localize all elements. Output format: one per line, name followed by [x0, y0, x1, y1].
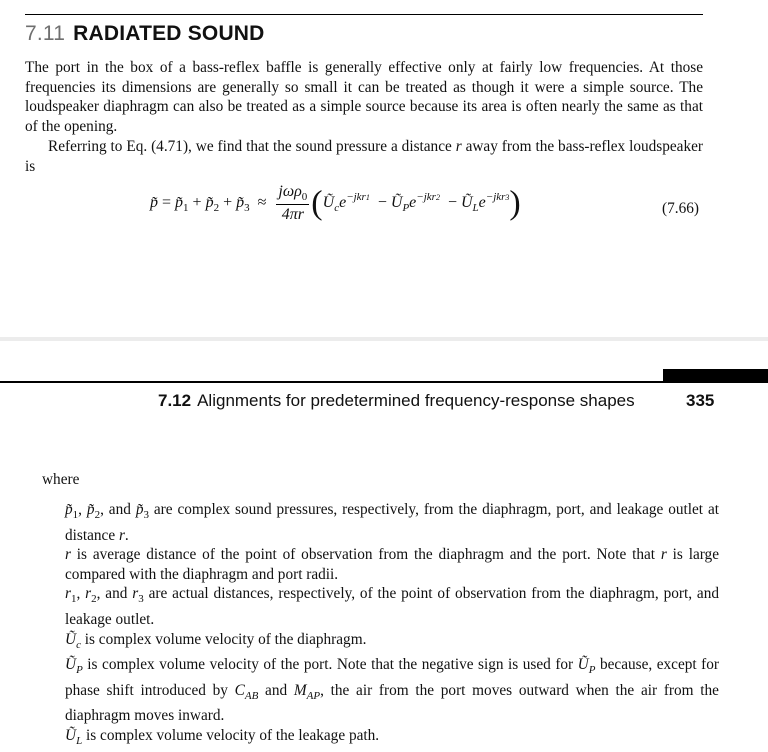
- definitions-list: [65, 500, 719, 752]
- section-heading: [25, 22, 265, 46]
- section-number: 7.11: [25, 22, 66, 45]
- definition-item: r is average distance of the point of observation from the diaphragm and the port. Note that r is large compared with the diaphragm and port radii.: [65, 546, 719, 583]
- paragraph-1: The port in the box of a bass-reflex baffle is generally effective only at fairly low frequencies. At those frequencies its dimensions are generally so small it can be treated as though it were a simple source. The loudspeaker diaphragm can also be treated as a simple source because its area is often nearly the same as that of the opening.: [25, 59, 703, 135]
- definition-item: $p̃_1$, $p̃_2$, and $p̃_3$ are complex sound pressures, respectively, from the diaphragm, port, and leakage outlet at distance r.: [65, 501, 720, 544]
- definition-item: $Ũ_c$ is complex volume velocity of the diaphragm.: [65, 630, 367, 651]
- equation-7-66: p̃ = $p̃_1$ + $p̃_2$ + $p̃_3$ ≈ $\frac{j\omega\rho_0}{4\pi r}$ ($Ũ_ce^{-jkr1}$ − $Ũ_Pe^{-jkr2}$ − $Ũ_Le^{-jkr3}$): [150, 183, 521, 223]
- equation-fraction: $\frac{j\omega\rho_0}{4\pi r}$: [278, 183, 308, 223]
- equation-number: (7.66): [662, 200, 699, 217]
- definition-item: $Ũ_P$ is complex volume velocity of the port. Note that the negative sign is used for $Ũ_P$ because, except for phase shift introduced by $C_{AB}$ and $M_{AP}$, the air from the port moves outward when the air from the diaphragm moves inward.: [65, 656, 719, 725]
- definition-item: $Ũ_L$ is complex volume velocity of the leakage path.: [65, 726, 380, 747]
- running-header: 7.12 Alignments for predetermined frequency-response shapes: [158, 391, 635, 410]
- definition-item: $r_1$, $r_2$, and $r_3$ are actual distances, respectively, of the point of observation from the diaphragm, port, and leakage outlet.: [65, 585, 719, 628]
- section-title: RADIATED SOUND: [73, 22, 265, 45]
- where-label: where: [42, 471, 80, 488]
- page-break: [0, 337, 768, 341]
- paragraph-2: Referring to Eq. (4.71), we find that the sound pressure a distance r away from the bass-reflex loudspeaker is: [25, 138, 703, 175]
- page-number: 335: [686, 391, 715, 410]
- header-rule: [0, 381, 768, 383]
- top-rule: [25, 14, 703, 15]
